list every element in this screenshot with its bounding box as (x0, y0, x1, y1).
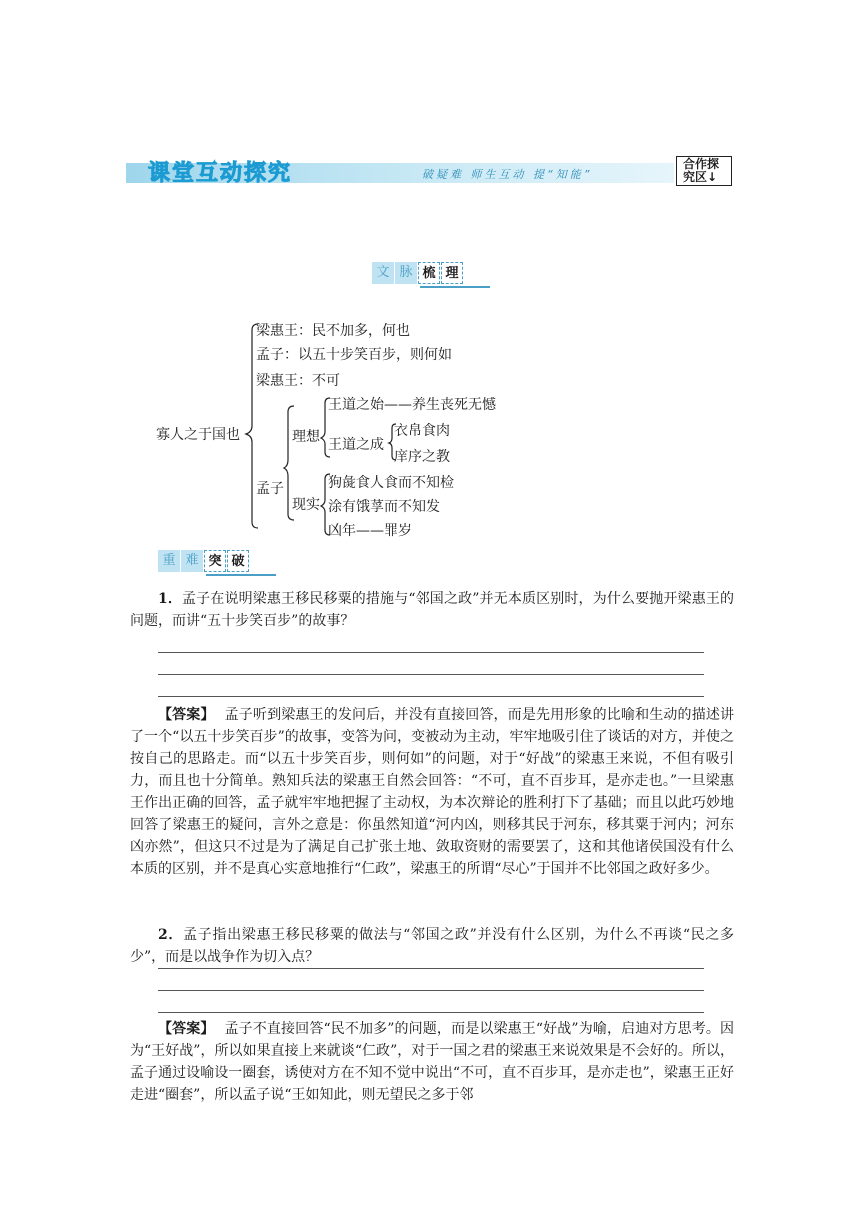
outline-ideal-b: 王道之成 (328, 437, 384, 453)
outline-reality: 现实 (292, 497, 320, 513)
label-char: 文 (372, 262, 394, 284)
question-2 (130, 924, 734, 968)
label-char: 重 (158, 550, 180, 572)
answer-blank-line (158, 1012, 704, 1013)
question-text: 孟子指出梁惠王移民移粟的做法与“邻国之政”并没有什么区别，为什么不再谈“民之多少”，而是以战争作为切入点？ (130, 927, 734, 965)
label-char: 脉 (395, 262, 417, 284)
outline-item: 梁惠王：不可 (256, 373, 340, 389)
question-text: 孟子在说明梁惠王移民移粟的措施与“邻国之政”并无本质区别时，为什么要抛开梁惠王的问题，而讲“五十步笑百步”的故事？ (130, 591, 734, 629)
outline-mengzi: 孟子 (256, 481, 284, 497)
label-char: 难 (181, 550, 203, 572)
answer-text: 孟子听到梁惠王的发问后，并没有直接回答，而是先用形象的比喻和生动的描述讲了一个“以五十步笑百步”的故事，变答为问，变被动为主动，牢牢地吸引住了谈话的对方，并使之按自己的思路走。而“以五十步笑百步，则何如”的问题，对于“好战”的梁惠王来说，不但有吸引力，而且也十分简单。熟知兵法的梁惠王自然会回答：“不可，直不百步耳，是亦走也。”一旦梁惠王作出正确的回答，孟子就牢牢地把握了主动权，为本次辩论的胜利打下了基础；而且以此巧妙地回答了梁惠王的疑问，言外之意是：你虽然知道“河内凶，则移其民于河东，移其粟于河内；河东凶亦然”，但这只不过是为了满足自己扩张土地、敛取资财的需要罢了，这和其他诸侯国没有什么本质的区别，并不是真心实意地推行“仁政”，梁惠王的所谓“尽心”于国并不比邻国之政好多少。 (130, 707, 735, 877)
outline-ideal-b2: 庠序之教 (394, 449, 450, 465)
section-label-zhongnan (158, 550, 250, 572)
question-number: 2． (158, 927, 184, 943)
outline-item: 孟子：以五十步笑百步，则何如 (256, 347, 452, 363)
banner-slogan: 破疑难 师生互动 提“知能” (422, 168, 593, 181)
question-number: 1． (158, 591, 183, 607)
answer-blank-line (158, 968, 704, 969)
outline-item: 梁惠王：民不加多，何也 (256, 323, 410, 339)
answer-blank-line (158, 990, 704, 991)
outline-root: 寡人之于国也 (156, 427, 240, 443)
label-char: 破 (227, 550, 249, 572)
badge-line2: 究区 (683, 170, 708, 184)
outline-reality-3: 凶年——罪岁 (328, 523, 412, 539)
answer-tag: 【答案】 (158, 707, 215, 723)
banner-title: 课堂互动探究 (148, 161, 293, 186)
answer-blank-line (158, 674, 704, 675)
down-arrow-icon: ↓ (707, 170, 718, 184)
answer-blank-line (158, 652, 704, 653)
label-char: 理 (441, 262, 463, 284)
label-char: 突 (204, 550, 226, 572)
answer-tag: 【答案】 (158, 1021, 215, 1037)
badge-line1: 合作探 (683, 157, 720, 171)
outline-ideal-b1: 衣帛食肉 (394, 423, 450, 439)
outline-reality-1: 狗彘食人食而不知检 (328, 475, 454, 491)
outline-ideal: 理想 (292, 429, 320, 445)
answer-blank-line (158, 696, 704, 697)
label-char: 梳 (418, 262, 440, 284)
answer-2 (130, 1018, 734, 1106)
question-1 (130, 588, 734, 632)
answer-1 (130, 704, 734, 880)
answer-text: 孟子不直接回答“民不加多”的问题，而是以梁惠王“好战”为喻，启迪对方思考。因为“王好战”，所以如果直接上来就谈“仁政”，对于一国之君的梁惠王来说效果是不会好的。所以，孟子通过设喻设一圈套，诱使对方在不知不觉中说出“不可，直不百步耳，是亦走也”，梁惠王正好走进“圈套”，所以孟子说“王如知此，则无望民之多于邻 (130, 1021, 734, 1103)
label-underline (206, 574, 276, 576)
outline-reality-2: 涂有饿莩而不知发 (328, 499, 440, 515)
outline-ideal-a: 王道之始——养生丧死无憾 (328, 397, 496, 413)
